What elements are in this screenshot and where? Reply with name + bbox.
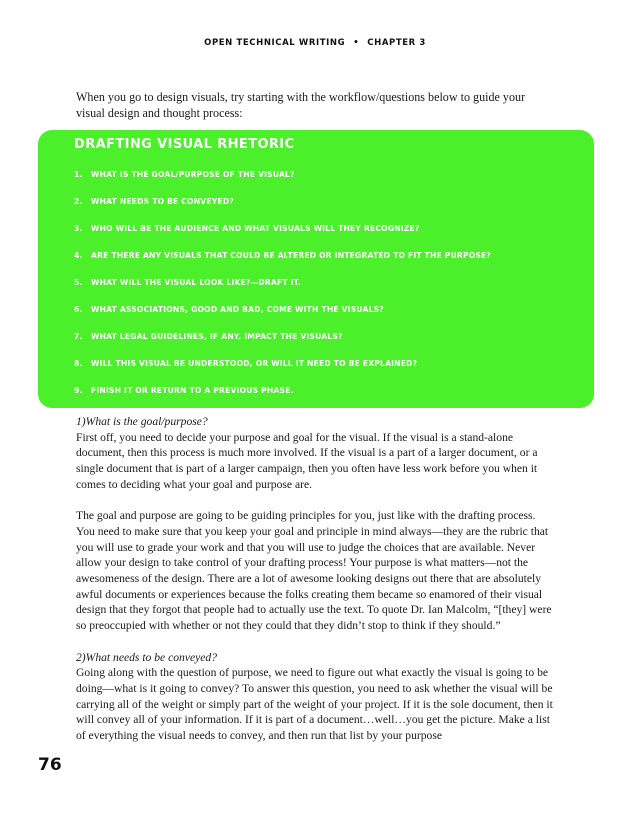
paragraph-goal: First off, you need to decide your purpose and goal for the visual. If the visual is a stand-alone document, then this process is much more involved. If the visual is a part of a larger document, or a single document that is part of a larger campaign, then you often have less work before you when it comes to deciding what your goal and purpose are.: [76, 430, 538, 491]
list-item: 5. WHAT WILL THE VISUAL LOOK LIKE?—DRAFT IT.: [74, 278, 301, 287]
paragraph-principles: The goal and purpose are going to be guiding principles for you, just like with the drafting process. You need to make sure that you keep your goal and principle in mind always—they are the rubric that you will use to grade your work and that you will use to judge the choices that are available. Never allow your design to take control of your drafting process! Your purpose is what matters—not the awesomeness of the design. There are a lot of awesome looking designs out there that are absolutely awful documents or experiences because the folks creating them became so enamored of their visual design that they forgot that people had to actually use the text. To quote Dr. Ian Malcolm, “[they] were so preoccupied with whether or not they could that they didn’t stop to think if they should.”: [76, 509, 552, 633]
list-item: 2. WHAT NEEDS TO BE CONVEYED?: [74, 197, 234, 206]
header-separator: •: [353, 38, 360, 48]
page-number: 76: [38, 755, 62, 775]
intro-paragraph: When you go to design visuals, try starting with the workflow/questions below to guide your visual design and thought process:: [76, 90, 526, 120]
list-item: 8. WILL THIS VISUAL BE UNDERSTOOD, OR WILL IT NEED TO BE EXPLAINED?: [74, 359, 418, 368]
list-item: 7. WHAT LEGAL GUIDELINES, IF ANY, IMPACT THE VISUALS?: [74, 332, 343, 341]
list-item: 6. WHAT ASSOCIATIONS, GOOD AND BAD, COME WITH THE VISUALS?: [74, 305, 384, 314]
list-item: 9. FINISH IT OR RETURN TO A PREVIOUS PHASE.: [74, 386, 294, 395]
body-text: [76, 414, 554, 744]
question-heading-2: 2)What needs to be conveyed?: [76, 650, 217, 664]
drafting-visual-rhetoric-box: [38, 130, 594, 408]
list-item: 4. ARE THERE ANY VISUALS THAT COULD BE ALTERED OR INTEGRATED TO FIT THE PURPOSE?: [74, 251, 492, 260]
running-header: [0, 38, 630, 48]
list-item: 1. WHAT IS THE GOAL/PURPOSE OF THE VISUAL?: [74, 170, 295, 179]
paragraph-conveyed: Going along with the question of purpose, we need to figure out what exactly the visual is going to be doing—what is it going to convey? To answer this question, you need to ask whether the visual will be carrying all of the weight or simply part of the weight of your project. If it is the sole document, then it will convey all of your information. If it is part of a document…well…you get the picture. Make a list of everything the visual needs to convey, and then run that list by your purpose: [76, 666, 553, 743]
chapter-label: CHAPTER 3: [367, 38, 426, 48]
list-item: 3. WHO WILL BE THE AUDIENCE AND WHAT VISUALS WILL THEY RECOGNIZE?: [74, 224, 420, 233]
box-title: DRAFTING VISUAL RHETORIC: [74, 137, 295, 152]
question-heading-1: 1)What is the goal/purpose?: [76, 415, 208, 428]
book-title: OPEN TECHNICAL WRITING: [204, 38, 346, 48]
